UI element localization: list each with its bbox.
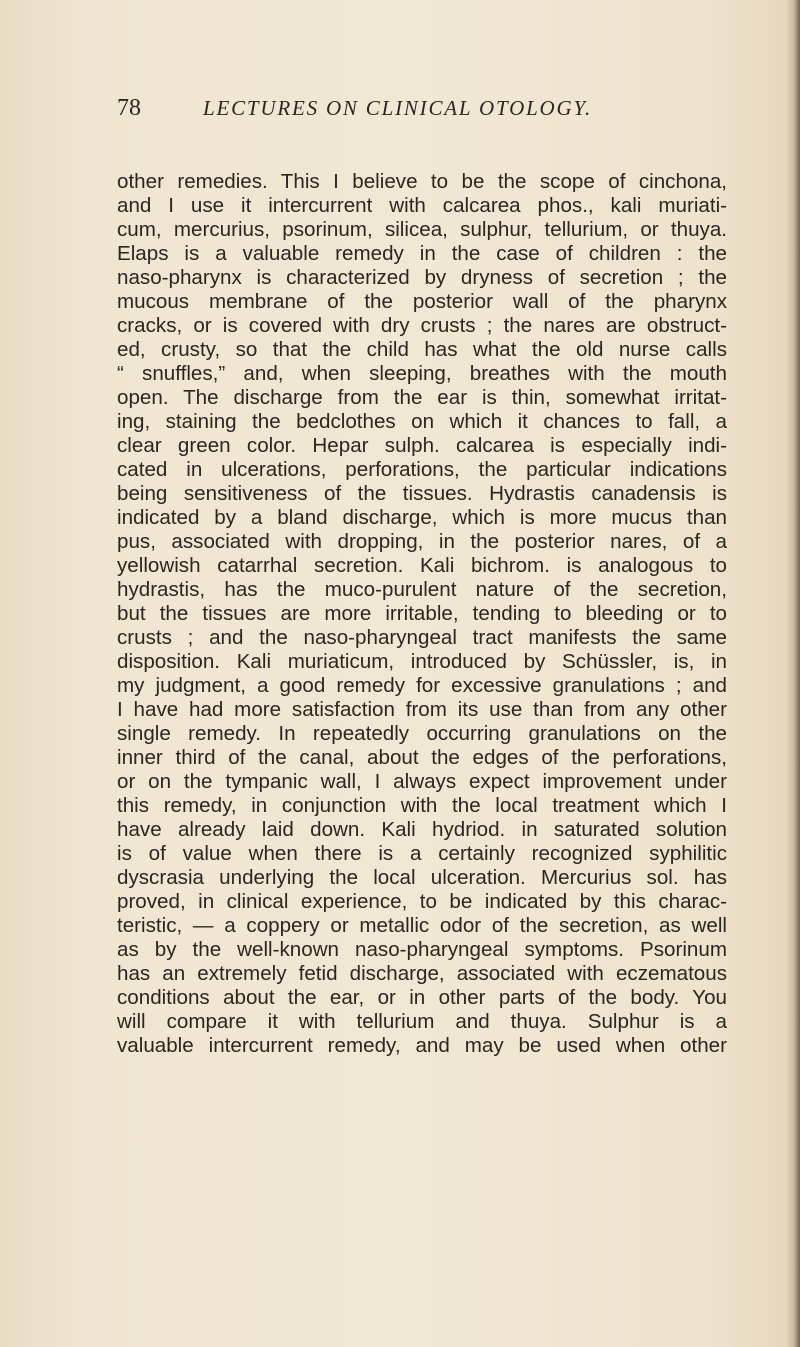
text-line: but the tissues are more irritable, tending to bleeding or to	[117, 602, 727, 625]
text-line: clear green color. Hepar sulph. calcarea is especially indi-	[117, 434, 727, 457]
text-line: will compare it with tellurium and thuya. Sulphur is a	[117, 1010, 727, 1033]
text-line: ed, crusty, so that the child has what the old nurse calls	[117, 338, 727, 361]
text-line: Elaps is a valuable remedy in the case of children : the	[117, 242, 727, 265]
text-line: hydrastis, has the muco-purulent nature of the secretion,	[117, 578, 727, 601]
text-line: as by the well-known naso-pharyngeal symptoms. Psorinum	[117, 938, 727, 961]
text-line: open. The discharge from the ear is thin, somewhat irritat-	[117, 386, 727, 409]
text-line: “ snuffles,” and, when sleeping, breathes with the mouth	[117, 362, 727, 385]
page-edge-shadow	[786, 0, 800, 1347]
text-line: or on the tympanic wall, I always expect improvement under	[117, 770, 727, 793]
text-line: being sensitiveness of the tissues. Hydrastis canadensis is	[117, 482, 727, 505]
text-line: other remedies. This I believe to be the scope of cinchona,	[117, 170, 727, 193]
text-line: inner third of the canal, about the edges of the perforations,	[117, 746, 727, 769]
text-line: and I use it intercurrent with calcarea phos., kali muriati-	[117, 194, 727, 217]
text-line: yellowish catarrhal secretion. Kali bichrom. is analogous to	[117, 554, 727, 577]
text-line: has an extremely fetid discharge, associated with eczematous	[117, 962, 727, 985]
text-line: conditions about the ear, or in other parts of the body. You	[117, 986, 727, 1009]
running-title: LECTURES ON CLINICAL OTOLOGY.	[203, 96, 593, 120]
text-line: I have had more satisfaction from its use than from any other	[117, 698, 727, 721]
text-line: single remedy. In repeatedly occurring granulations on the	[117, 722, 727, 745]
text-line: crusts ; and the naso-pharyngeal tract manifests the same	[117, 626, 727, 649]
text-line: valuable intercurrent remedy, and may be used when other	[117, 1034, 727, 1057]
text-line: have already laid down. Kali hydriod. in saturated solution	[117, 818, 727, 841]
text-line: is of value when there is a certainly recognized syphilitic	[117, 842, 727, 865]
text-line: pus, associated with dropping, in the posterior nares, of a	[117, 530, 727, 553]
text-line: this remedy, in conjunction with the local treatment which I	[117, 794, 727, 817]
text-line: mucous membrane of the posterior wall of the pharynx	[117, 290, 727, 313]
text-line: cum, mercurius, psorinum, silicea, sulphur, tellurium, or thuya.	[117, 218, 727, 241]
text-line: my judgment, a good remedy for excessive granulations ; and	[117, 674, 727, 697]
text-line: dyscrasia underlying the local ulceration. Mercurius sol. has	[117, 866, 727, 889]
text-line: ing, staining the bedclothes on which it chances to fall, a	[117, 410, 727, 433]
text-line: indicated by a bland discharge, which is more mucus than	[117, 506, 727, 529]
page-number: 78	[117, 95, 141, 121]
body-text	[117, 170, 727, 1058]
text-line: cracks, or is covered with dry crusts ; the nares are obstruct-	[117, 314, 727, 337]
text-line: teristic, — a coppery or metallic odor of the secretion, as well	[117, 914, 727, 937]
text-line: proved, in clinical experience, to be indicated by this charac-	[117, 890, 727, 913]
text-line: disposition. Kali muriaticum, introduced by Schüssler, is, in	[117, 650, 727, 673]
text-line: cated in ulcerations, perforations, the particular indications	[117, 458, 727, 481]
text-line: naso-pharynx is characterized by dryness of secretion ; the	[117, 266, 727, 289]
